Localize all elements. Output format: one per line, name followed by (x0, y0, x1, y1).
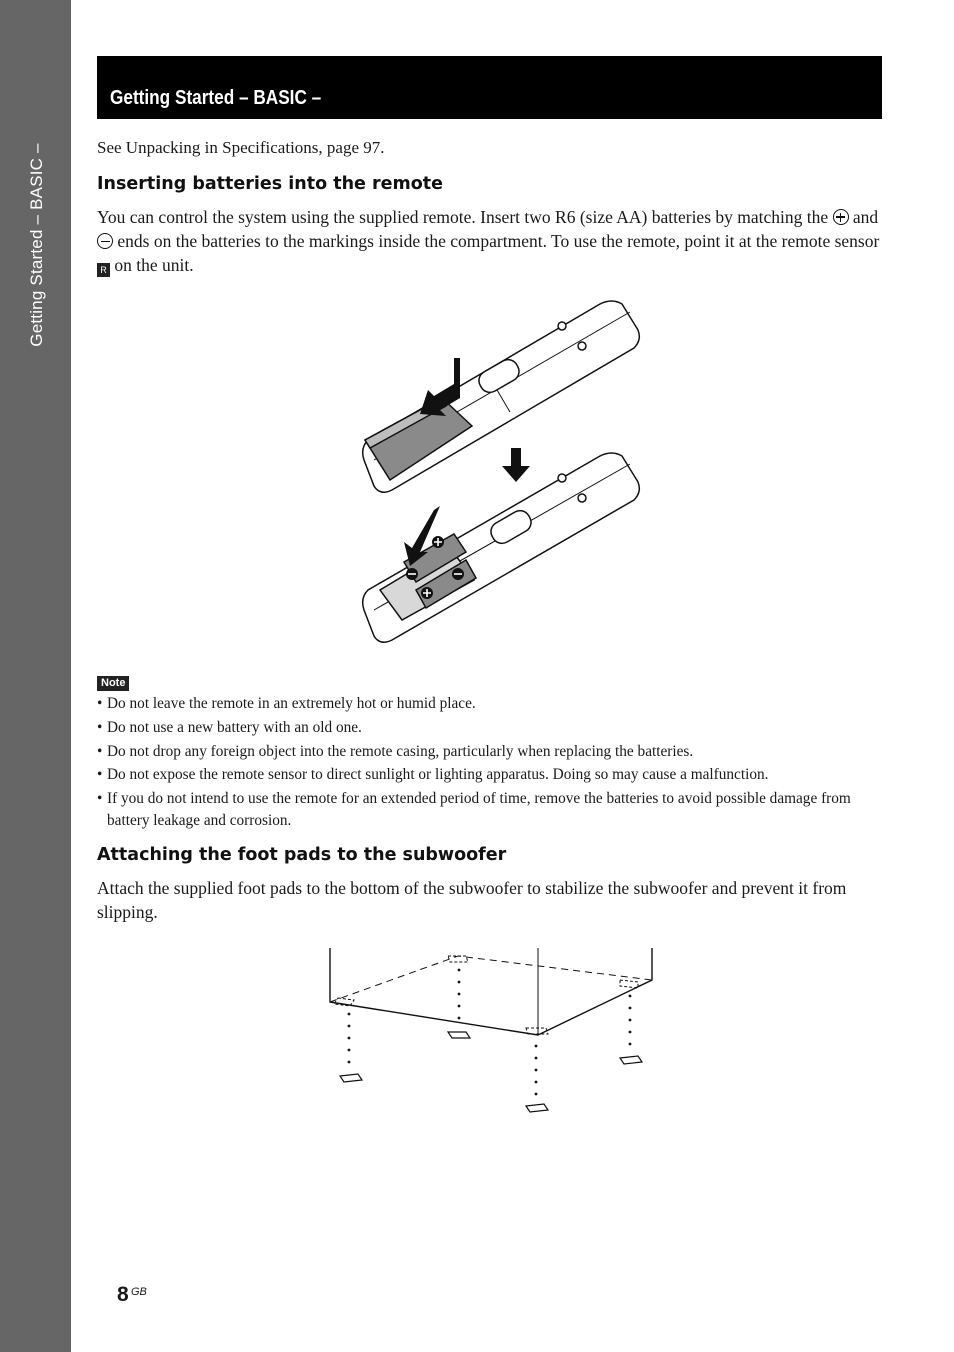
foot-pads-heading: Attaching the foot pads to the subwoofer (97, 845, 507, 865)
batteries-text-3: ends on the batteries to the markings inside the compartment. To use the remote, point it at the remote sensor (117, 231, 880, 252)
batteries-text-4: on the unit. (114, 255, 194, 276)
side-tab (0, 0, 71, 1352)
page-suffix: GB (131, 1286, 147, 1298)
section-title: Getting Started – BASIC – (110, 87, 322, 109)
subwoofer-foot-pads-illustration (320, 940, 660, 1120)
note-list (97, 693, 887, 834)
note-item: • If you do not intend to use the remote for an extended period of time, remove the batteries to avoid possible damage from battery leakage and corrosion. (97, 788, 887, 832)
minus-icon (97, 233, 113, 249)
batteries-text-2: and (852, 207, 879, 227)
down-arrow-icon (502, 448, 530, 482)
batteries-paragraph (97, 205, 887, 278)
note-item: • Do not leave the remote in an extremely hot or humid place. (97, 693, 887, 715)
batteries-heading: Inserting batteries into the remote (97, 174, 443, 194)
note-item: • Do not use a new battery with an old one. (97, 717, 887, 739)
remote-battery-illustration (350, 290, 650, 650)
foot-pads-paragraph: Attach the supplied foot pads to the bottom of the subwoofer to stabilize the subwoofer and prevent it from slipping. (97, 878, 847, 923)
side-tab-label: Getting Started – BASIC – (27, 143, 46, 347)
note-item: • Do not expose the remote sensor to direct sunlight or lighting apparatus. Doing so may cause a malfunction. (97, 764, 887, 786)
section-header (97, 56, 882, 119)
intro-text: See Unpacking in Specifications, page 97. (97, 138, 385, 157)
note-item: • Do not drop any foreign object into the remote casing, particularly when replacing the batteries. (97, 741, 887, 763)
batteries-text-1: You can control the system using the supplied remote. Insert two R6 (size AA) batteries by matching the (97, 207, 829, 227)
note-badge: Note (97, 676, 129, 691)
remote-sensor-icon: R (97, 263, 110, 277)
plus-icon (833, 209, 849, 225)
page-number: 8 (117, 1283, 129, 1306)
